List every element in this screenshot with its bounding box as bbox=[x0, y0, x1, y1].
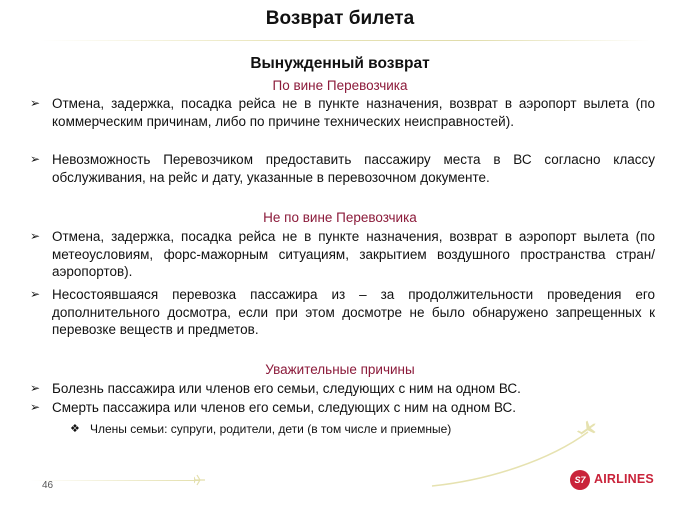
bullet-item bbox=[30, 399, 655, 417]
small-plane-icon bbox=[194, 474, 206, 486]
bullet-text: Несостоявшаяся перевозка пассажира из – за продолжительности проведения его дополнительного досмотра, если при этом досмотре не было обнаружено запрещенных к перевозке веществ и предметов. bbox=[52, 287, 655, 337]
slide-title: Возврат билета bbox=[265, 8, 415, 29]
bullet-text: Смерть пассажира или членов его семьи, следующих с ним на одном ВС. bbox=[52, 400, 517, 415]
bullet-item bbox=[30, 380, 655, 398]
bullet-text: Отмена, задержка, посадка рейса не в пункте назначения, возврат в аэропорт вылета (по метеоусловиям, форс-мажорным ситуациям, закрытием воздушного пространства стран/аэропортов). bbox=[52, 229, 655, 279]
title-divider bbox=[40, 40, 650, 41]
arrow-bullet-icon: ➢ bbox=[30, 96, 41, 110]
bullet-text: Болезнь пассажира или членов его семьи, следующих с ним на одном ВС. bbox=[52, 381, 521, 396]
logo-text: AIRLINES bbox=[594, 472, 654, 486]
page-number: 46 bbox=[42, 480, 54, 491]
arrow-bullet-icon: ➢ bbox=[30, 287, 41, 301]
section-heading-not-carrier-fault: Не по вине Перевозчика bbox=[263, 210, 417, 225]
airline-logo bbox=[570, 470, 660, 490]
bullet-item bbox=[30, 151, 655, 186]
bullet-item bbox=[30, 228, 655, 281]
arrow-bullet-icon: ➢ bbox=[30, 381, 41, 395]
bullet-text: Невозможность Перевозчиком предоставить пассажиру места в ВС согласно классу обслуживания, на рейс и дату, указанные в перевозочном документе. bbox=[52, 152, 655, 185]
slide-subtitle: Вынужденный возврат bbox=[250, 55, 430, 72]
sub-bullet-text: Члены семьи: супруги, родители, дети (в том числе и приемные) bbox=[90, 422, 452, 436]
bullet-text: Отмена, задержка, посадка рейса не в пункте назначения, возврат в аэропорт вылета (по коммерческим причинам, либо по причине технических неисправностей). bbox=[52, 96, 655, 129]
footer-divider bbox=[30, 480, 200, 481]
bullet-item bbox=[30, 286, 655, 339]
arrow-bullet-icon: ➢ bbox=[30, 152, 41, 166]
arrow-bullet-icon: ➢ bbox=[30, 229, 41, 243]
section-heading-carrier-fault: По вине Перевозчика bbox=[272, 78, 408, 93]
section-heading-valid-reasons: Уважительные причины bbox=[265, 362, 415, 377]
diamond-bullet-icon: ❖ bbox=[70, 423, 80, 435]
logo-mark: S7 bbox=[570, 470, 590, 490]
bullet-item bbox=[30, 95, 655, 130]
arrow-bullet-icon: ➢ bbox=[30, 400, 41, 414]
